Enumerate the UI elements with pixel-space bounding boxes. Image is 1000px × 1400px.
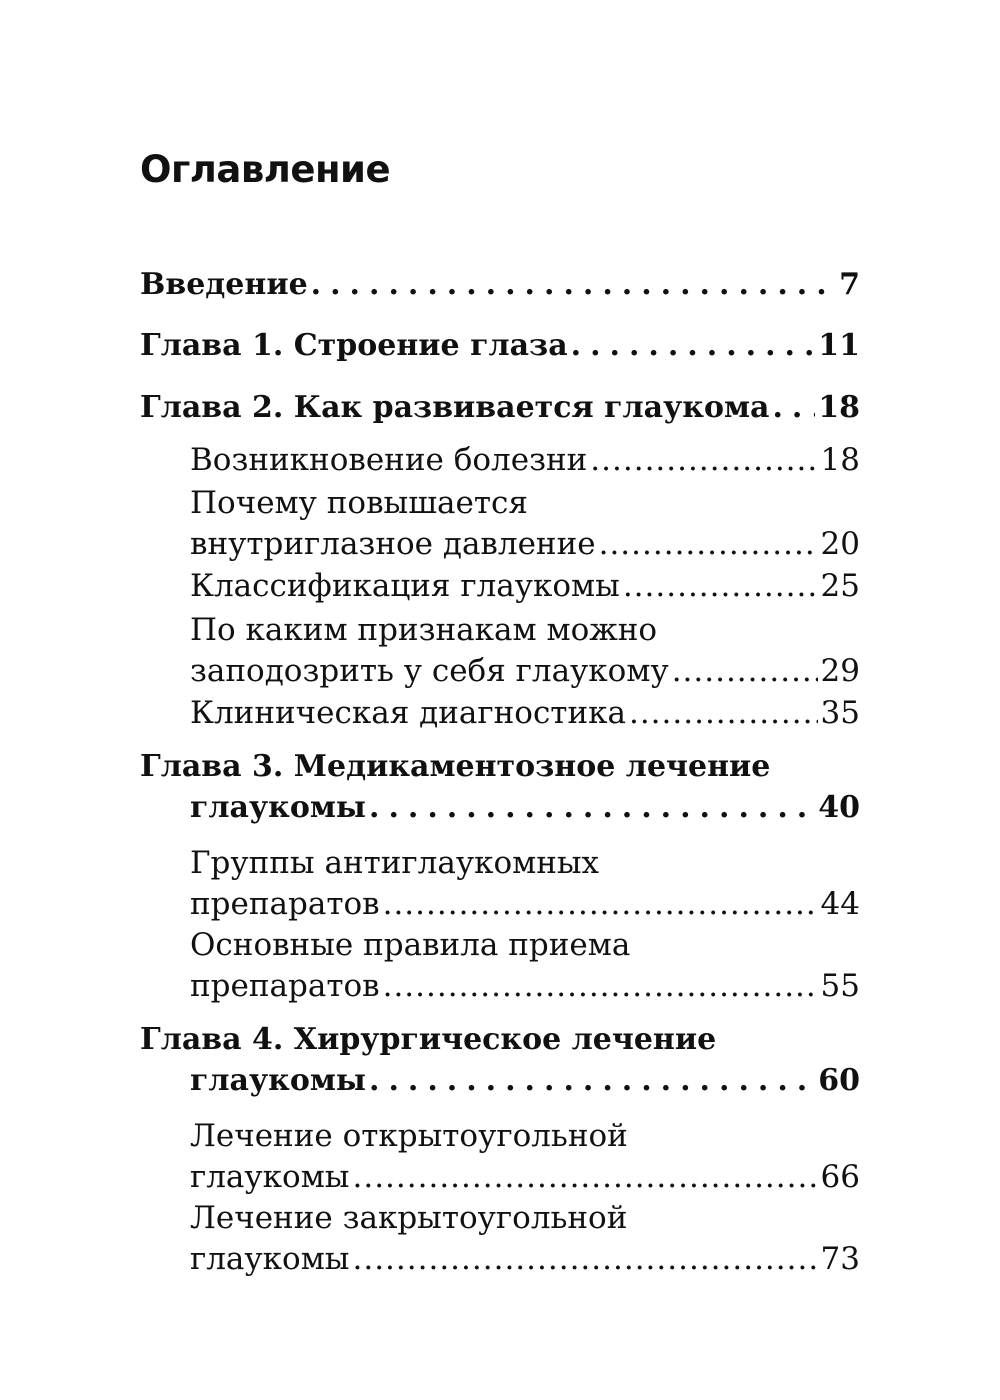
toc-page-number: 18 [820, 442, 860, 478]
dot-leader [772, 387, 815, 428]
dot-leader [352, 1239, 817, 1280]
dot-leader [623, 566, 818, 607]
toc-entry-label-line-1: Глава 4. Хирургическое лечение [140, 1022, 717, 1057]
toc-entry-section[interactable] [190, 483, 860, 565]
toc-page-number: 25 [820, 568, 860, 604]
toc-entry-label-line-1: По каким признакам можно [190, 612, 658, 648]
toc-entry-introduction[interactable] [140, 264, 860, 305]
page-title: Оглавление [140, 148, 391, 191]
toc-entry-line [190, 483, 860, 524]
toc-page-number: 66 [820, 1159, 860, 1195]
toc-entry-line [140, 746, 860, 787]
toc-entry-label-line-1: Почему повышается [190, 485, 528, 521]
toc-entry-label: внутриглазное давление [190, 526, 596, 562]
toc-page-number: 44 [820, 886, 860, 922]
toc-entry-line [190, 566, 860, 607]
toc-entry-line [190, 1239, 860, 1280]
dot-leader [369, 787, 815, 828]
toc-entry-label: глаукомы [190, 1159, 350, 1195]
toc-entry-label: глаукомы [190, 790, 366, 825]
toc-entry-label-line-1: Лечение закрытоугольной [190, 1200, 628, 1236]
toc-entry-line [190, 843, 860, 884]
toc-page-number: 20 [820, 526, 860, 562]
toc-entry-line [190, 610, 860, 651]
toc-entry-section[interactable] [190, 440, 860, 481]
dot-leader [383, 884, 818, 925]
toc-entry-label: препаратов [190, 968, 380, 1004]
toc-entry-label: препаратов [190, 886, 380, 922]
toc-entry-label: Клиническая диагностика [190, 695, 626, 731]
toc-entry-line [190, 693, 860, 734]
toc-entry-label: Классификация глаукомы [190, 568, 620, 604]
toc-entry-label-line-1: Основные правила приема [190, 927, 631, 963]
toc-page-number: 40 [818, 790, 860, 825]
dot-leader [599, 524, 818, 565]
toc-entry-label: заподозрить у себя глаукому [190, 653, 669, 689]
toc-entry-section[interactable] [190, 1198, 860, 1280]
toc-entry-section[interactable] [190, 1116, 860, 1198]
toc-page-number: 60 [818, 1063, 860, 1098]
toc-entry-section[interactable] [190, 843, 860, 925]
dot-leader [352, 1157, 817, 1198]
toc-page [140, 0, 860, 1400]
toc-entry-line [190, 440, 860, 481]
toc-entry-line [140, 325, 860, 366]
toc-page-number: 7 [839, 267, 860, 302]
toc-page-number: 35 [820, 695, 860, 731]
toc-page-number: 73 [820, 1241, 860, 1277]
toc-entry-chapter-3[interactable] [140, 746, 860, 828]
toc-entry-line [140, 1060, 860, 1101]
toc-entry-line [190, 651, 860, 692]
toc-entry-line [190, 884, 860, 925]
toc-entry-label: глаукомы [190, 1063, 366, 1098]
toc-page-number: 11 [818, 328, 860, 363]
toc-entry-line [190, 966, 860, 1007]
toc-entry-label: Возникновение болезни [190, 442, 588, 478]
dot-leader [672, 651, 818, 692]
toc-entry-line [140, 787, 860, 828]
toc-entry-section[interactable] [190, 610, 860, 692]
toc-entry-line [190, 1198, 860, 1239]
dot-leader [590, 440, 817, 481]
toc-entry-label-line-1: Лечение открытоугольной [190, 1118, 628, 1154]
toc-entry-section[interactable] [190, 925, 860, 1007]
toc-page-number: 29 [820, 653, 860, 689]
toc-entry-chapter-4[interactable] [140, 1019, 860, 1101]
toc-entry-label: Введение [140, 267, 308, 302]
toc-page-number: 18 [818, 390, 860, 425]
toc-entry-section[interactable] [190, 566, 860, 607]
toc-entry-line [190, 524, 860, 565]
toc-entry-label-line-1: Группы антиглаукомных [190, 845, 600, 881]
dot-leader [369, 1060, 815, 1101]
toc-entry-label-line-1: Глава 3. Медикаментозное лечение [140, 749, 771, 784]
dot-leader [311, 264, 836, 305]
toc-entry-line [140, 1019, 860, 1060]
toc-entry-line [140, 387, 860, 428]
toc-entry-line [140, 264, 860, 305]
toc-entry-chapter-2[interactable] [140, 387, 860, 428]
dot-leader [629, 693, 818, 734]
toc-entry-line [190, 1116, 860, 1157]
toc-entry-section[interactable] [190, 693, 860, 734]
dot-leader [571, 325, 816, 366]
toc-entry-label: Глава 2. Как развивается глаукома [140, 390, 770, 425]
toc-entry-label: Глава 1. Строение глаза [140, 328, 568, 363]
toc-page-number: 55 [820, 968, 860, 1004]
dot-leader [383, 966, 818, 1007]
toc-entry-chapter-1[interactable] [140, 325, 860, 366]
toc-entry-line [190, 925, 860, 966]
toc-entry-line [190, 1157, 860, 1198]
toc-entry-label: глаукомы [190, 1241, 350, 1277]
